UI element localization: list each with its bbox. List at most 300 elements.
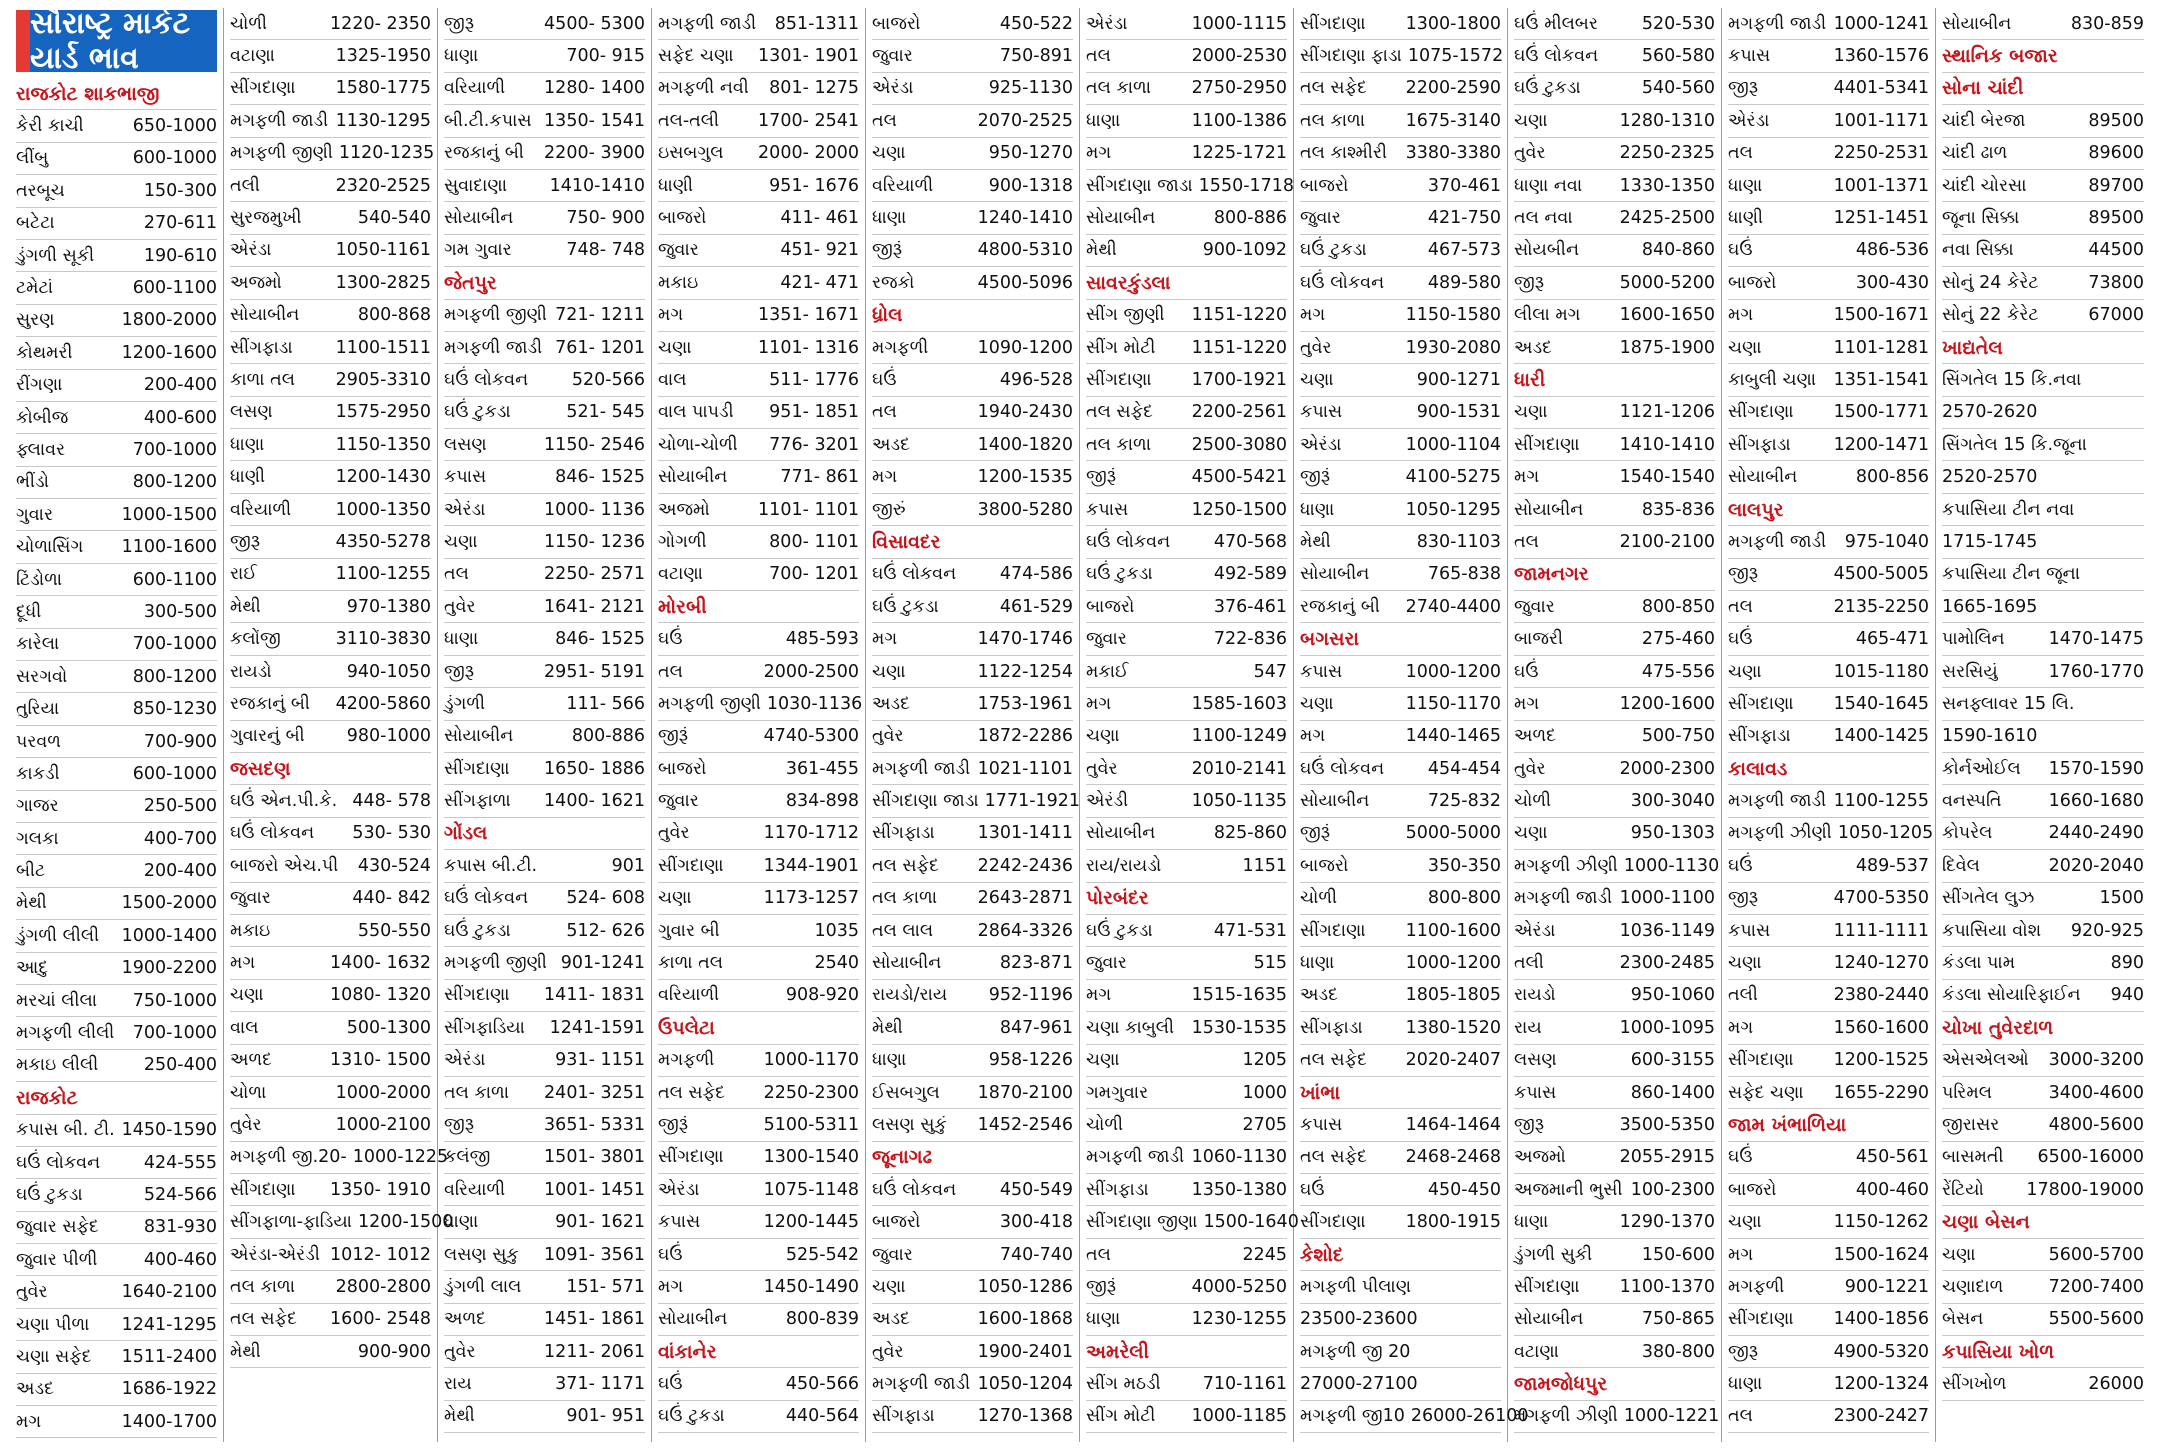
- commodity-name: એરંડા: [444, 499, 486, 520]
- price-row: [16, 370, 217, 402]
- price-row: [1942, 105, 2144, 137]
- price-row: [1086, 1304, 1287, 1336]
- price-range: 1300-2825: [335, 272, 431, 293]
- price-range: 4350-5278: [335, 531, 431, 552]
- commodity-name: એરંડા: [1086, 13, 1128, 34]
- commodity-name: ચણા: [1728, 953, 1762, 974]
- price-row: [444, 429, 645, 461]
- commodity-name: તલ સફેદ: [1086, 402, 1153, 423]
- price-row: [16, 1309, 217, 1341]
- commodity-name: સોયાબીન: [1300, 564, 1370, 585]
- commodity-name: ચોળા: [230, 1082, 267, 1103]
- commodity-name: મેથી: [1300, 531, 1331, 552]
- price-row: [1086, 947, 1287, 979]
- price-range: 2000-2300: [1619, 758, 1715, 779]
- price-row: [16, 143, 217, 175]
- commodity-name: કોબીજ: [16, 407, 69, 428]
- price-row: [1300, 1271, 1501, 1303]
- price-range: 2055-2915: [1619, 1147, 1715, 1168]
- commodity-name: સીંગદાણા: [444, 758, 510, 779]
- commodity-name: સોયાબીન: [1514, 499, 1584, 520]
- price-range: 725-832: [1427, 791, 1501, 812]
- price-row: [1728, 1077, 1929, 1109]
- commodity-name: મગ: [230, 953, 256, 974]
- price-row: [444, 332, 645, 364]
- price-range: 270-611: [143, 213, 217, 234]
- price-row: [230, 494, 431, 526]
- commodity-name: મગ: [1728, 1244, 1754, 1265]
- price-row: [658, 721, 859, 753]
- price-range: 1400-1820: [977, 434, 1073, 455]
- commodity-name: લસણ સુકું: [872, 1114, 947, 1135]
- page-title: સૌરાષ્ટ્ર માર્કેટ યાર્ડ ભાવ: [16, 10, 217, 72]
- price-column-3: [438, 8, 652, 1442]
- commodity-name: કલોંજી: [230, 629, 281, 650]
- price-range: 901- 951: [566, 1406, 645, 1427]
- commodity-name: જુવાર: [872, 46, 913, 67]
- price-row: [16, 1147, 217, 1179]
- commodity-name: સીંગદાણા: [1728, 1050, 1794, 1071]
- price-range: 4000-5250: [1191, 1276, 1287, 1297]
- price-range: 2000-2500: [763, 661, 859, 682]
- commodity-name: મગફળી જાડી: [872, 758, 971, 779]
- price-row: [444, 883, 645, 915]
- price-row: [230, 623, 431, 655]
- price-row: [1942, 559, 2144, 591]
- price-range: 1120-1235: [338, 143, 435, 164]
- commodity-name: ચણા: [230, 985, 264, 1006]
- price-range: 1675-3140: [1405, 110, 1501, 131]
- commodity-name: તલ કાળા: [444, 1082, 509, 1103]
- commodity-name: તલ સફેદ: [1300, 1050, 1367, 1071]
- commodity-name: ઘઉં ટુકડા: [1086, 564, 1153, 585]
- commodity-name: સફેદ ચણા: [658, 46, 734, 67]
- price-range: 1240-1410: [977, 208, 1073, 229]
- price-row: [1514, 1077, 1715, 1109]
- price-range: 1173-1257: [763, 888, 859, 909]
- price-row: [1086, 73, 1287, 105]
- price-row: [1942, 980, 2144, 1012]
- commodity-name: મગફળી જાડી: [1086, 1147, 1185, 1168]
- price-row: [872, 818, 1073, 850]
- price-range: 400-460: [1855, 1179, 1929, 1200]
- price-row: [1300, 1368, 1501, 1400]
- price-range: 411- 461: [780, 208, 859, 229]
- commodity-name: અજમો: [1514, 1147, 1566, 1168]
- commodity-name: તલી: [1728, 985, 1758, 1006]
- commodity-name: રજકાનું બી: [444, 143, 524, 164]
- price-row: [230, 1271, 431, 1303]
- commodity-name: સોયાબીન: [1086, 208, 1156, 229]
- price-row: [444, 1271, 645, 1303]
- price-row: [1086, 300, 1287, 332]
- commodity-name: બેસન: [1942, 1309, 1984, 1330]
- price-range: 2200- 3900: [544, 143, 645, 164]
- commodity-name: જીરૂં: [1086, 1276, 1117, 1297]
- price-range: 26000: [2088, 1374, 2144, 1395]
- commodity-name: લસણ: [1514, 1050, 1557, 1071]
- commodity-name: સફેદ ચણા: [1728, 1082, 1804, 1103]
- price-row: [444, 915, 645, 947]
- price-row: [1086, 785, 1287, 817]
- commodity-name: પામોલિન: [1942, 629, 2005, 650]
- market-heading: [872, 1142, 1073, 1174]
- price-range: 1325-1950: [335, 46, 431, 67]
- commodity-name: મેથી: [444, 1406, 475, 1427]
- price-range: 2320-2525: [335, 175, 431, 196]
- market-name: જામનગર: [1514, 563, 1589, 586]
- commodity-name: તલ નવા: [1514, 208, 1573, 229]
- commodity-name: જીરાસર: [1942, 1114, 2000, 1135]
- price-range: 300-430: [1855, 272, 1929, 293]
- price-row: [1086, 1045, 1287, 1077]
- commodity-name: ઘઉં ટુકડા: [872, 596, 939, 617]
- price-row: [658, 623, 859, 655]
- commodity-name: સોયાબીન: [444, 726, 514, 747]
- commodity-name: જીરૂં: [658, 1114, 689, 1135]
- market-name: ઉપલેટા: [658, 1016, 715, 1039]
- market-heading: [1942, 40, 2144, 72]
- commodity-name: સુવાદાણા: [444, 175, 507, 196]
- price-row: [872, 1045, 1073, 1077]
- commodity-name: અજમો: [658, 499, 710, 520]
- price-row: [230, 429, 431, 461]
- price-row: [1514, 105, 1715, 137]
- price-range: 1060-1130: [1191, 1147, 1287, 1168]
- price-row: [1728, 138, 1929, 170]
- price-row: [658, 753, 859, 785]
- commodity-name: જુવાર: [1514, 596, 1555, 617]
- commodity-name: મગફળી ઝીણી: [1514, 855, 1618, 876]
- commodity-name: સીંગફાડા: [1728, 434, 1791, 455]
- commodity-name: લસણ: [444, 434, 487, 455]
- price-row: [16, 531, 217, 563]
- price-range: 2020-2040: [2048, 855, 2144, 876]
- price-range: 1500: [2099, 888, 2144, 909]
- price-range: 1400-1700: [121, 1411, 217, 1432]
- price-row: [1942, 591, 2144, 623]
- price-row: [444, 461, 645, 493]
- price-row: [230, 785, 431, 817]
- price-row: [1086, 494, 1287, 526]
- price-range: 451- 921: [780, 240, 859, 261]
- price-row: [872, 785, 1081, 817]
- commodity-name: ઘઉં: [1728, 1147, 1753, 1168]
- price-range: 748- 748: [566, 240, 645, 261]
- commodity-name: મકાઇ: [230, 920, 271, 941]
- commodity-name: આદુ: [16, 958, 49, 979]
- commodity-name: ગુવાર બી: [658, 920, 720, 941]
- price-range: 1310- 1500: [330, 1050, 431, 1071]
- commodity-name: સીંગ મોટી: [1086, 337, 1156, 358]
- price-row: [1300, 40, 1504, 72]
- price-row: [230, 1206, 454, 1238]
- price-row: [1728, 1142, 1929, 1174]
- price-row: [16, 1276, 217, 1308]
- commodity-name: ચણા: [1300, 369, 1334, 390]
- price-range: 1100-1511: [335, 337, 431, 358]
- commodity-name: જુવાર: [658, 240, 699, 261]
- price-row: [1086, 202, 1287, 234]
- price-range: 952-1196: [988, 985, 1073, 1006]
- commodity-name: બાજરો: [658, 208, 707, 229]
- price-row: [1300, 235, 1501, 267]
- market-name: રાજકોટ શાકભાજી: [16, 82, 160, 105]
- price-row: [1728, 947, 1929, 979]
- commodity-name: કપાસ: [444, 467, 487, 488]
- price-range: 1351- 1671: [758, 305, 859, 326]
- commodity-name: તલ લાલ: [872, 920, 934, 941]
- commodity-name: તલ: [1728, 143, 1753, 164]
- market-name: કપાસિયા ખોળ: [1942, 1340, 2055, 1363]
- commodity-name: ઘઉં એન.પી.કે.: [230, 791, 338, 812]
- commodity-name: કપાસ: [1300, 661, 1343, 682]
- commodity-name: ઘઉં લોકવન: [1086, 531, 1171, 552]
- price-range: 380-800: [1641, 1341, 1715, 1362]
- commodity-name: સીંગદાણા: [230, 1179, 296, 1200]
- commodity-name: તલ: [1086, 1244, 1111, 1265]
- commodity-name: સીંગફાડા: [1300, 1017, 1363, 1038]
- commodity-name: મગફળી જાડી: [872, 1374, 971, 1395]
- price-range: 2242-2436: [977, 855, 1073, 876]
- price-row: [1300, 656, 1501, 688]
- price-range: 750-865: [1641, 1309, 1715, 1330]
- price-range: 900-1092: [1202, 240, 1287, 261]
- price-row: [1514, 688, 1715, 720]
- commodity-name: એરંડી: [1086, 791, 1129, 812]
- price-row: [444, 8, 645, 40]
- price-row: [1728, 1174, 1929, 1206]
- commodity-name: ઘઉં લોકવન: [1300, 272, 1385, 293]
- price-range: 1021-1101: [977, 758, 1073, 779]
- commodity-name: બાજરો: [1086, 596, 1135, 617]
- price-range: 1000-1095: [1619, 1017, 1715, 1038]
- price-column-9: [1722, 8, 1936, 1442]
- price-range: 430-524: [357, 855, 431, 876]
- commodity-name: ડુંગળી: [444, 693, 486, 714]
- market-name: સાવરકુંડલા: [1086, 271, 1171, 294]
- price-row: [872, 40, 1073, 72]
- price-range: 1000-1170: [763, 1050, 859, 1071]
- price-range: 860-1400: [1630, 1082, 1715, 1103]
- commodity-name: ધાણા: [1300, 953, 1335, 974]
- price-row: [658, 1239, 859, 1271]
- commodity-name: અજમાની ભુસી: [1514, 1179, 1623, 1200]
- price-range: 1230-1255: [1191, 1309, 1287, 1330]
- price-range: 350-350: [1427, 855, 1501, 876]
- price-row: [658, 138, 859, 170]
- commodity-name: સીંગફાળા: [444, 791, 511, 812]
- price-range: 1000-1185: [1191, 1406, 1287, 1427]
- price-range: 100-2300: [1630, 1179, 1715, 1200]
- commodity-name: તુવેર: [1514, 143, 1546, 164]
- price-range: 89700: [2088, 175, 2144, 196]
- price-row: [1300, 818, 1501, 850]
- price-range: 4500-5005: [1833, 564, 1929, 585]
- price-range: 1101-1281: [1833, 337, 1929, 358]
- commodity-name: કોપરેલ: [1942, 823, 1993, 844]
- price-range: 2740-4400: [1405, 596, 1501, 617]
- price-range: 1150-1580: [1405, 305, 1501, 326]
- price-row: [872, 170, 1073, 202]
- price-row: [16, 240, 217, 272]
- commodity-name: બાજરો: [1728, 272, 1777, 293]
- price-row: [1728, 1271, 1929, 1303]
- commodity-name: ઘઉં ટુકડા: [658, 1406, 725, 1427]
- price-range: 5000-5000: [1405, 823, 1501, 844]
- price-range: 1001- 1451: [544, 1179, 645, 1200]
- price-range: 700-900: [143, 731, 217, 752]
- commodity-name: કંડલા પામ: [1942, 953, 2016, 974]
- price-row: [1728, 1206, 1929, 1238]
- price-range: 1050-1135: [1191, 791, 1287, 812]
- price-range: 489-537: [1855, 855, 1929, 876]
- price-range: 4500-5096: [977, 272, 1073, 293]
- commodity-name: ભીંડો: [16, 472, 49, 493]
- price-row: [1300, 364, 1501, 396]
- price-row: [1728, 1045, 1929, 1077]
- price-row: [1942, 397, 2144, 429]
- price-range: 4740-5300: [763, 726, 859, 747]
- price-range: 5000-5200: [1619, 272, 1715, 293]
- commodity-name: ઘઉં લોકવન: [444, 369, 529, 390]
- price-range: 2380-2440: [1833, 985, 1929, 1006]
- price-row: [1728, 1368, 1929, 1400]
- price-range: 900-1531: [1416, 402, 1501, 423]
- price-range: 1101- 1316: [758, 337, 859, 358]
- price-row: [658, 40, 859, 72]
- price-row: [230, 202, 431, 234]
- price-range: 1200-1445: [763, 1212, 859, 1233]
- commodity-name: સોયાબીન: [1514, 1309, 1584, 1330]
- price-range: 500-1300: [346, 1017, 431, 1038]
- commodity-name: મગ: [1086, 143, 1112, 164]
- price-row: [658, 73, 859, 105]
- price-row: [230, 818, 431, 850]
- market-heading: [444, 267, 645, 299]
- price-range: 1350- 1541: [544, 110, 645, 131]
- commodity-name: તલ કાળા: [1086, 78, 1151, 99]
- market-heading: [658, 1336, 859, 1368]
- price-row: [230, 138, 435, 170]
- price-row: [658, 494, 859, 526]
- price-range: 1030-1136: [766, 693, 863, 714]
- commodity-name: ઘઉં: [1728, 629, 1753, 650]
- price-range: 1464-1464: [1405, 1114, 1501, 1135]
- price-row: [1514, 138, 1715, 170]
- price-range: 2905-3310: [335, 369, 431, 390]
- price-range: 1940-2430: [977, 402, 1073, 423]
- commodity-name: મગફળી લીલી: [16, 1023, 115, 1044]
- price-row: [1942, 1368, 2144, 1400]
- price-row: [1728, 170, 1929, 202]
- price-row: [16, 985, 217, 1017]
- commodity-name: સોયાબીન: [1728, 467, 1798, 488]
- price-row: [444, 947, 645, 979]
- price-range: 474-586: [999, 564, 1073, 585]
- commodity-name: મગફળી જી.20-: [230, 1147, 347, 1168]
- price-row: [1300, 915, 1501, 947]
- commodity-name: જીરૂં: [658, 726, 689, 747]
- commodity-name: અડદ: [872, 1309, 910, 1330]
- price-row: [1728, 364, 1929, 396]
- commodity-name: રેંટિયો: [1942, 1179, 1984, 1200]
- price-row: [658, 526, 859, 558]
- price-range: 980-1000: [346, 726, 431, 747]
- price-range: 1000-1241: [1833, 13, 1929, 34]
- price-row: [1942, 656, 2144, 688]
- price-row: [444, 850, 645, 882]
- commodity-name: તુવેર: [444, 1341, 476, 1362]
- commodity-name: રાયડો: [230, 661, 272, 682]
- price-row: [1728, 623, 1929, 655]
- price-range: 1500-2000: [121, 893, 217, 914]
- market-heading: [16, 1082, 217, 1114]
- commodity-name: મગ: [1086, 693, 1112, 714]
- commodity-name: તલ: [1728, 1406, 1753, 1427]
- price-range: 950-1270: [988, 143, 1073, 164]
- commodity-name: ચણા: [1514, 823, 1548, 844]
- commodity-name: તુવેર: [1514, 758, 1546, 779]
- commodity-name: કપાસ: [1300, 1114, 1343, 1135]
- commodity-name: તલ: [1728, 596, 1753, 617]
- price-range: 1301- 1901: [758, 46, 859, 67]
- price-range: 44500: [2088, 240, 2144, 261]
- price-range: 2540: [814, 953, 859, 974]
- price-row: [1728, 40, 1929, 72]
- price-row: [16, 434, 217, 466]
- price-range: 1251-1451: [1833, 208, 1929, 229]
- commodity-name: જુવાર: [230, 888, 271, 909]
- price-range: 1930-2080: [1405, 337, 1501, 358]
- price-range: 1380-1520: [1405, 1017, 1501, 1038]
- market-name: ચોખા તુવેરદાળ: [1942, 1016, 2054, 1039]
- price-range: 7200-7400: [2048, 1276, 2144, 1297]
- price-row: [1514, 980, 1715, 1012]
- market-heading: [1942, 1206, 2144, 1238]
- price-row: [230, 915, 431, 947]
- commodity-name: સનફ્લાવર 15 લિ.: [1942, 693, 2075, 714]
- price-range: 800-886: [571, 726, 645, 747]
- commodity-name: ચોળી: [230, 13, 268, 34]
- price-row: [16, 855, 217, 887]
- commodity-name: મગફળી જાડી: [658, 13, 757, 34]
- commodity-name: વાલ પાપડી: [658, 402, 734, 423]
- commodity-name: સીંગદાણા: [1728, 693, 1794, 714]
- commodity-name: મગફળી નવી: [658, 78, 749, 99]
- price-row: [444, 526, 645, 558]
- price-row: [658, 559, 859, 591]
- price-range: 500-750: [1641, 726, 1715, 747]
- price-range: 1600-1868: [977, 1309, 1073, 1330]
- market-name: ખાદ્યતેલ: [1942, 336, 2003, 359]
- commodity-name: જીરૂં: [1300, 467, 1331, 488]
- price-range: 1450-1590: [121, 1120, 217, 1141]
- market-heading: [1300, 623, 1501, 655]
- price-row: [1942, 300, 2144, 332]
- commodity-name: સુરજમુખી: [230, 208, 302, 229]
- price-row: [16, 110, 217, 142]
- price-range: 26000-26100: [1410, 1406, 1529, 1427]
- price-range: 835-836: [1641, 499, 1715, 520]
- price-range: 925-1130: [988, 78, 1073, 99]
- price-row: [1514, 1012, 1715, 1044]
- price-range: 530- 530: [352, 823, 431, 844]
- price-range: 547: [1253, 661, 1287, 682]
- commodity-name: રાયડો/રાય: [872, 985, 948, 1006]
- commodity-name: એરંડા: [658, 1179, 700, 1200]
- commodity-name: રાય: [1514, 1017, 1542, 1038]
